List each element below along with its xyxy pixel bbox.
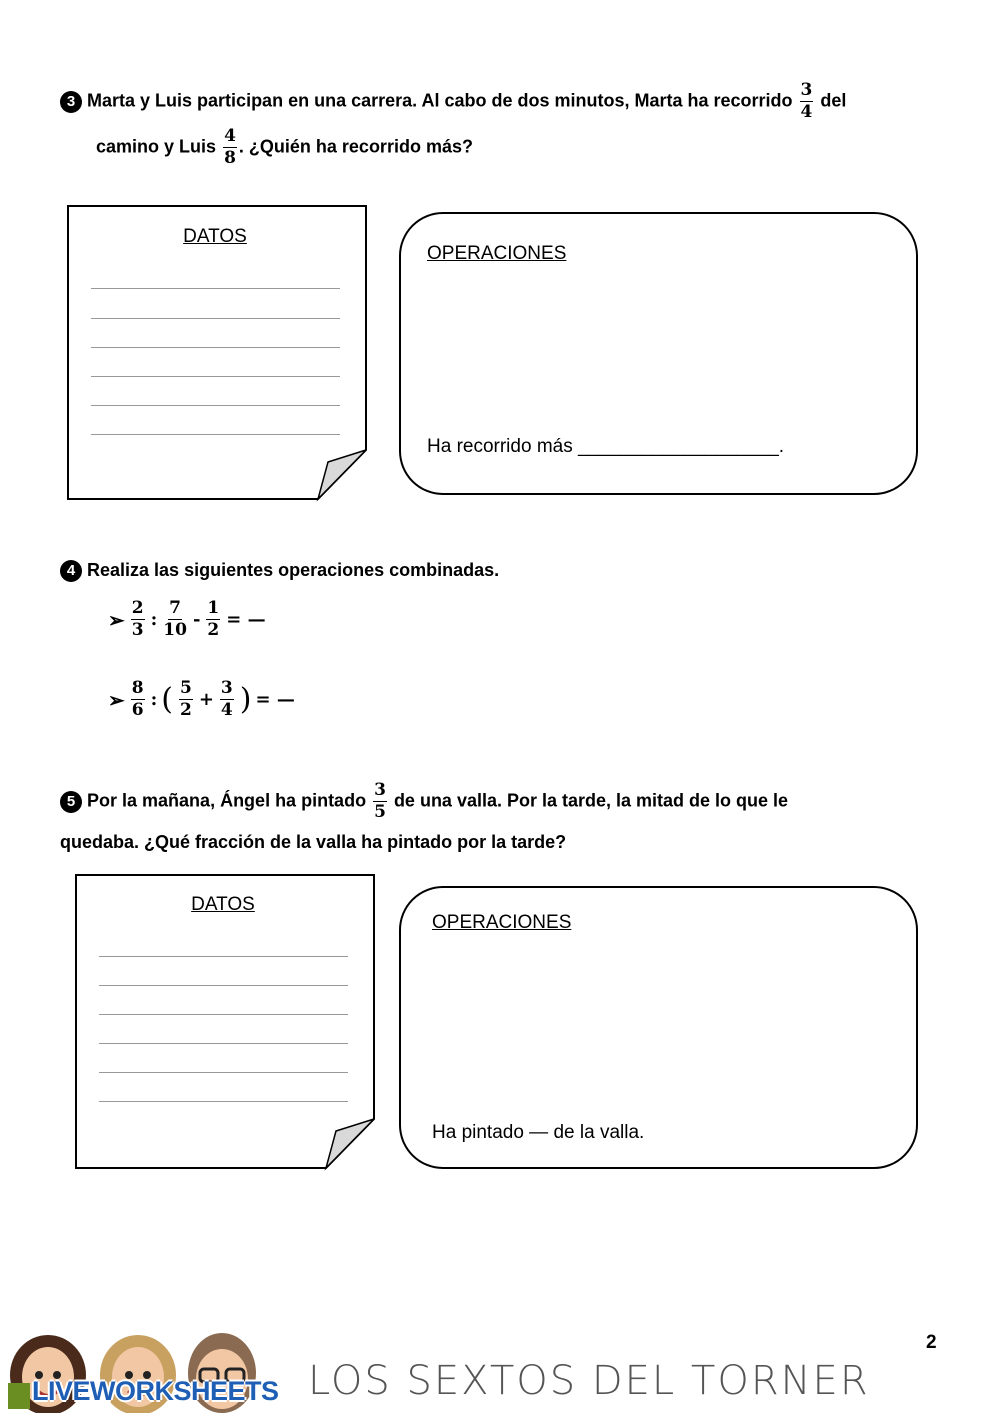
arrow-bullet-icon: ➢ [108, 607, 125, 632]
q5-datos-line[interactable] [99, 1101, 348, 1102]
q5-line1 [60, 782, 960, 821]
q4-title-row [60, 560, 499, 582]
arrow-bullet-icon: ➢ [108, 687, 125, 712]
q3-text-2-end: . ¿Quién ha recorrido más? [238, 136, 473, 157]
q3-operaciones-title: OPERACIONES [427, 243, 567, 264]
q4-op2-result[interactable]: = — [255, 689, 295, 710]
liveworksheets-brand: LIVEWORKSHEETS [32, 1376, 279, 1406]
q3-text-2: camino y Luis [96, 136, 217, 157]
q5-number-badge: 5 [60, 791, 82, 813]
q3-answer-line[interactable]: Ha recorrido más ___________________. [427, 436, 785, 457]
footer-title: LOS SEXTOS DEL TORNER [308, 1358, 870, 1404]
q5-datos-title: DATOS [191, 894, 255, 915]
q5-line2: quedaba. ¿Qué fracción de la valla ha pintado por la tarde? [60, 832, 567, 852]
q3-line1 [60, 82, 960, 121]
q5-frac: $\frac{3}{5}$ [374, 780, 386, 822]
q4-title: Realiza las siguientes operaciones combinadas. [87, 560, 500, 580]
q3-number-badge: 3 [60, 91, 82, 113]
q3-datos-line[interactable] [91, 347, 340, 348]
liveworksheets-logo-icon [8, 1383, 30, 1409]
q3-frac-marta: $\frac{3}{4}$ [800, 80, 813, 122]
q5-datos-line[interactable] [99, 1072, 348, 1073]
q5-datos-line[interactable] [99, 1014, 348, 1015]
q3-datos-line[interactable] [91, 434, 340, 435]
q5-datos-line[interactable] [99, 956, 348, 957]
q4-op1-result[interactable]: = — [226, 609, 266, 630]
q4-number-badge: 4 [60, 560, 82, 582]
q3-line2 [96, 128, 896, 167]
q5-datos-note [74, 873, 378, 1171]
q3-datos-line[interactable] [91, 318, 340, 319]
q5-datos-line[interactable] [99, 985, 348, 986]
q3-datos-title: DATOS [183, 226, 247, 247]
q3-text-1: Marta y Luis participan en una carrera. Al cabo de dos minutos, Marta ha recorrido [87, 90, 793, 111]
q5-text-1: Por la mañana, Ángel ha pintado [87, 790, 367, 811]
q3-frac-luis: $\frac{4}{8}$ [224, 126, 236, 168]
q3-datos-note [66, 204, 370, 502]
q4-operation-2: ➢ $\frac{8}{6}$ : ( $\frac{5}{2}$ + $\frac{3}{4}$ ) = — [108, 678, 295, 720]
q3-datos-line[interactable] [91, 376, 340, 377]
page-number: 2 [926, 1332, 937, 1353]
q3-datos-line[interactable] [91, 288, 340, 289]
q5-datos-line[interactable] [99, 1043, 348, 1044]
q3-text-1-end: del [820, 90, 847, 111]
q5-answer-line[interactable]: Ha pintado — de la valla. [432, 1122, 645, 1143]
q3-datos-line[interactable] [91, 405, 340, 406]
q4-operation-1: ➢ $\frac{2}{3}$ : $\frac{7}{10}$ - $\frac{1}{2}$ = — [108, 598, 266, 640]
q5-operaciones-title: OPERACIONES [432, 912, 572, 933]
q5-text-1-end: de una valla. Por la tarde, la mitad de lo que le [393, 790, 789, 811]
